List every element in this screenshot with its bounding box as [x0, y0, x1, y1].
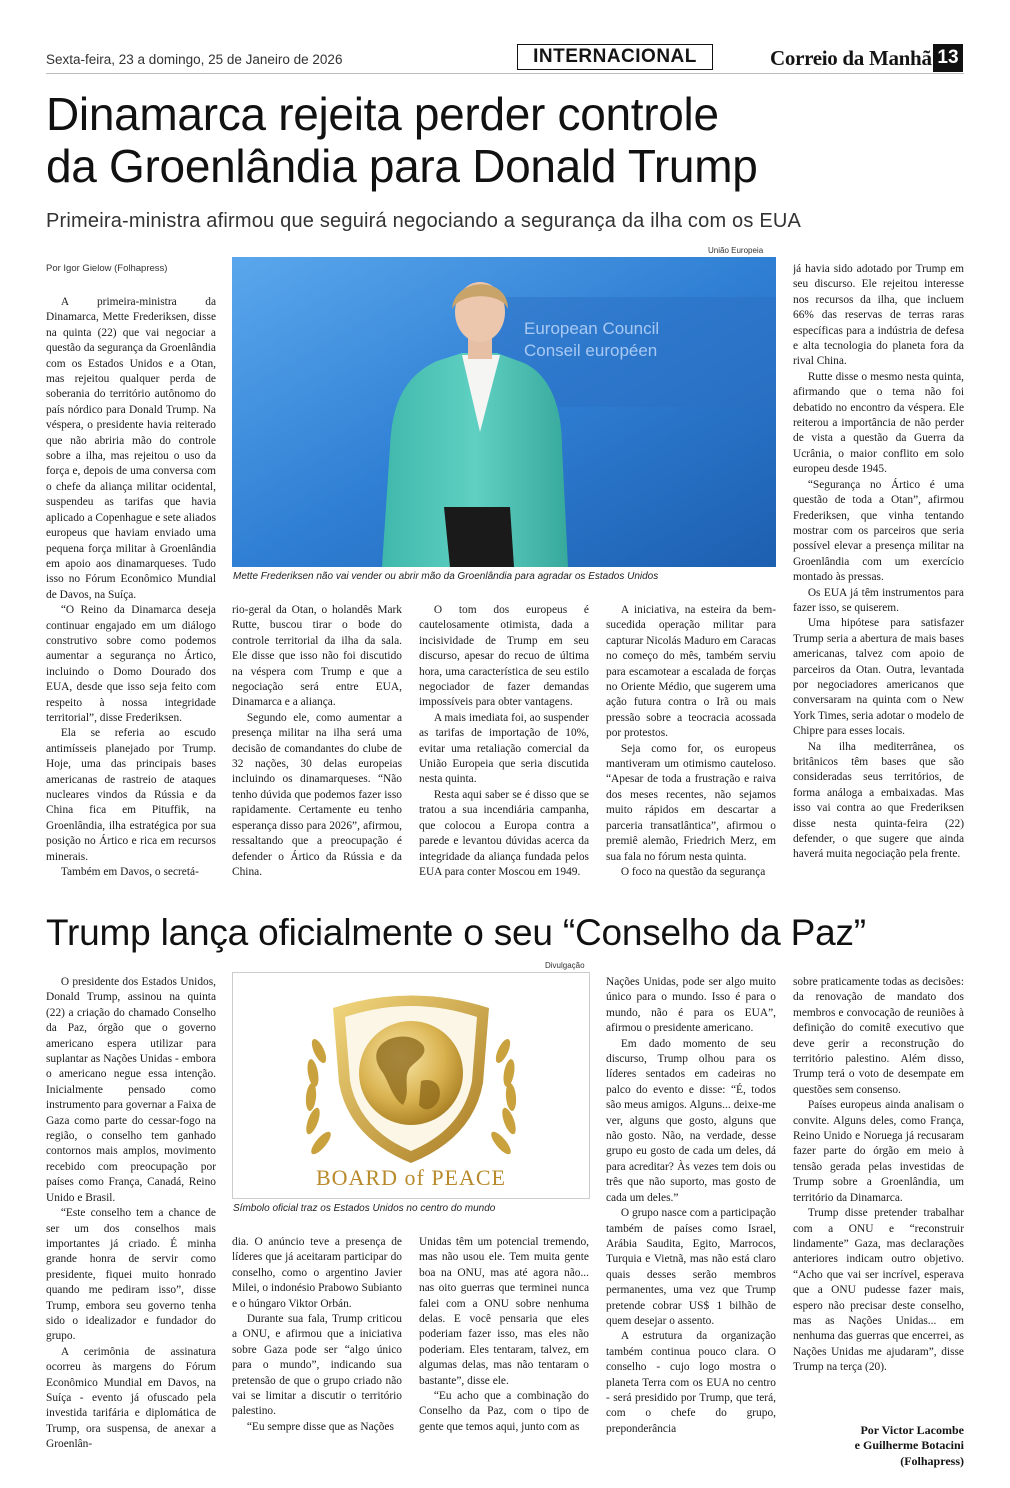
signature-line: Por Victor Lacombe — [860, 1423, 964, 1437]
paragraph: Também em Davos, o secretá- — [60, 866, 199, 879]
signature-line: (Folhapress) — [900, 1453, 964, 1468]
article1-column-2 — [232, 603, 402, 895]
header-rule — [46, 73, 964, 74]
section-label: INTERNACIONAL — [517, 44, 713, 70]
headline-line-1: Dinamarca rejeita perder controle — [46, 88, 719, 140]
article2-column-5 — [793, 975, 964, 1420]
paragraph: “Eu sempre disse que as Nações — [246, 1420, 394, 1433]
article1-byline: Por Igor Gielow (Folhapress) — [46, 263, 168, 274]
paragraph: O grupo nasce com a participação também de países como Israel, Arábia Saudita, Egito, Marrocos, Turquia e Vietnã, mas não está claro quais desses serão membros permanentes, uma vez que Trump pretende cobrar US$ 1 bilhão de quem desejar o assento. — [606, 1207, 776, 1327]
photo1-caption: Mette Frederiksen não vai vender ou abrir mão da Groenlândia para agradar os Estados Unidos — [233, 571, 659, 582]
paragraph: rio-geral da Otan, o holandês Mark Rutte, buscou tirar o bode do controle territorial da ilha da sala. Ele disse que isso não foi discutido na véspera com Trump e que a negociação será entre EUA, Dinamarca e a aliança. — [232, 604, 402, 709]
paragraph: Rutte disse o mesmo nesta quinta, afirmando que o tema não foi debatido no encontro da véspera. Ele reiterou a importância de não perder de vista a questão da Guerra da Ucrânia, o maior conflito em solo europeu desde 1945. — [793, 370, 964, 476]
paragraph: Segundo ele, como aumentar a presença militar na ilha será uma decisão de comandantes do clube de 32 nações, 30 delas europeias incluindo os dinamarqueses. “Não tenho dúvida que podemos fazer isso rapidamente. Certamente eu tenho esperança disso para 2026”, afirmou, ressaltando que a preocupação é defender o Ártico da Rússia e da China. — [232, 711, 402, 878]
photo2-caption: Símbolo oficial traz os Estados Unidos no centro do mundo — [233, 1203, 496, 1214]
page-number: 13 — [933, 44, 963, 72]
article1-subheadline: Primeira-ministra afirmou que seguirá negociando a segurança da ilha com os EUA — [46, 210, 802, 232]
paragraph: Uma hipótese para satisfazer Trump seria a abertura de mais bases americanas, talvez com apoio de parceiros da Otan. Outra, levantada por negociadores americanos que conversaram na quinta com o New York Times, seria adotar o modelo de Chipre para esses locais. — [793, 617, 964, 738]
paragraph: já havia sido adotado por Trump em seu discurso. Ele rejeitou interesse nos recursos da ilha, que incluem 66% das reservas de terras raras específicas para a indústria de defesa e alta tecnologia do planeta fora da rival China. — [793, 263, 964, 368]
paragraph: Unidas têm um potencial tremendo, mas não usou ele. Tem muita gente boa na ONU, mas até agora não... nas oito guerras que terminei nunca falei com a ONU sobre nenhuma delas. E você pensaria que eles poderiam fazer isso, mas eles não poderiam. Eles tentaram, talvez, em algumas delas, mas não tentaram o bastante”, disse ele. — [419, 1236, 589, 1387]
paragraph: “Segurança no Ártico é uma questão de toda a Otan”, afirmou Frederiksen, que vinha tentando mostrar com os parceiros que seria possível elevar a presença militar na Groenlândia com um exercício montado às pressas. — [793, 478, 964, 584]
paragraph: Ela se referia ao escudo antimísseis planejado por Trump. Hoje, uma das principais bases americanas de rastreio de ataques nucleares vindos da Rússia e da China fica em Pituffik, na Groenlândia, ilha estratégica por sua posição no Ártico e rica em recursos minerais. — [46, 727, 216, 863]
headline-line-2: da Groenlândia para Donald Trump — [46, 140, 758, 192]
article2-column-4 — [606, 975, 776, 1450]
article1-column-1 — [46, 295, 216, 895]
paragraph: dia. O anúncio teve a presença de líderes que já aceitaram participar do conselho, como o argentino Javier Milei, o indonésio Prabowo Subianto e o húngaro Viktor Orbán. — [232, 1236, 402, 1310]
frederiksen-photo — [232, 257, 776, 567]
paragraph: Na ilha mediterrânea, os britânicos têm bases que são consideradas seus territórios, de forma análoga a embaixadas. Mas isso vai contra ao que Frederiksen disse nesta quinta-feira (22) defender, o que sugere que ainda haverá muita negociação pela frente. — [793, 740, 964, 861]
article2-headline: Trump lança oficialmente o seu “Conselho da Paz” — [46, 912, 866, 953]
photo2-credit: Divulgação — [545, 961, 585, 970]
paragraph: A iniciativa, na esteira da bem-sucedida operação militar para capturar Nicolás Maduro em Caracas no começo do mês, também serviu para escamotear a escalada de forças no Oriente Médio, que sugerem uma ação futura contra o Irã ou mais pressão sobre a teocracia acossada por protestos. — [606, 604, 776, 740]
paragraph: Em dado momento de seu discurso, Trump olhou para os líderes sentados em cadeiras no palco do evento e disse: “É, todos são meus amigos. Alguns... deixe-me ver, alguns que gosto, alguns que não gosto. Não, na verdade, desse grupo eu gosto de cada um deles, dá para acreditar? Às vezes tem dois ou três que não suporto, mas gosto de cada um deles.” — [606, 1037, 776, 1204]
paragraph: Durante sua fala, Trump criticou a ONU, e afirmou que a iniciativa sobre Gaza pode ser “algo único para o mundo”, indicando sua pretensão de que o grupo criado não vai se limitar a discutir o território palestino. — [232, 1313, 402, 1418]
sign-line-2: Conseil européen — [524, 341, 658, 360]
paragraph: A estrutura da organização também continua pouco clara. O conselho - cujo logo mostra o planeta Terra com os EUA no centro - será presidido por Trump, que terá, com o chefe do grupo, preponderância — [606, 1330, 776, 1435]
article2-signature — [790, 1423, 964, 1469]
paragraph: O presidente dos Estados Unidos, Donald Trump, assinou na quinta (22) a criação do chamado Conselho da Paz, órgão que o governo americano espera utilizar para suplantar as Nações Unidas - embora o americano negue essa intenção. Inicialmente pensado como instrumento para governar a Faixa de Gaza como parte do cessar-fogo na região, o conselho tem ganhado contornos mais amplos, movimento recebido com preocupação por países como França, Canadá, Reino Unido e Brasil. — [46, 976, 216, 1204]
article1-column-5 — [793, 262, 964, 895]
article1-headline — [46, 88, 976, 192]
article1-column-4 — [606, 603, 776, 895]
paragraph: A cerimônia de assinatura ocorreu às margens do Fórum Econômico Mundial em Davos, na Suíça - evento já ofuscado pela investida tarifária e diplomática de Trump, ora suspensa, de anexar a Groenlân- — [46, 1345, 216, 1450]
paragraph: Países europeus ainda analisam o convite. Alguns deles, como França, Reino Unido e Noruega já recusaram fazer parte do órgão em meio à tensão gerada pelas investidas de Trump sobre a Groenlândia, um território da Dinamarca. — [793, 1099, 964, 1204]
paragraph: “O Reino da Dinamarca deseja continuar engajado em um diálogo construtivo sobre como podemos aumentar a segurança no Ártico, incluindo o Domo Dourado dos EUA, desde que isso seja feito com respeito à nossa integridade territorial”, disse Frederiksen. — [46, 604, 216, 724]
paragraph: Resta aqui saber se é disso que se tratou a sua incendiária campanha, que colocou a Europa contra a parede e levantou dúvidas acerca da integridade da aliança fundada pelos EUA para conter Moscou em 1949. — [419, 788, 589, 878]
article2-column-2 — [232, 1235, 402, 1450]
paragraph: Nações Unidas, pode ser algo muito único para o mundo. Isso é para o mundo, não é para os EUA”, afirmou o presidente americano. — [606, 976, 776, 1035]
paragraph: sobre praticamente todas as decisões: da renovação de mandato dos membros e convocação de reuniões à definição do comitê executivo que deve gerir a reconstrução do território palestino. Além disso, Trump terá o voto de desempate em questões sem consenso. — [793, 976, 964, 1096]
sign-line-1: European Council — [524, 319, 660, 338]
paragraph: “Este conselho tem a chance de ser um dos conselhos mais importantes já criado. É minha grande honra de servir como presidente, fiquei muito honrado quando me pediram isso”, disse Trump, embora seu governo tenha sido o idealizador e fundador do grupo. — [46, 1207, 216, 1343]
paragraph: A primeira-ministra da Dinamarca, Mette Frederiksen, disse na quinta (22) que vai negociar a questão da segurança da Groenlândia com os Estados Unidos e a Otan, mas rejeitou qualquer perda de soberania do território autônomo do país nórdico para Donald Trump. Na véspera, o presidente havia reiterado que não abriria mão do controle sobre a ilha, mas rejeitou o uso da força e, depois de uma conversa com o chefe da aliança militar ocidental, suspendeu as tarifas que havia aplicado a Copenhague e sete aliados europeus que haviam enviado uma pequena força militar à Groenlândia em apoio aos dinamarqueses. Tudo isso no Fórum Econômico Mundial de Davos, na Suíça. — [46, 296, 216, 601]
photo-credit: União Europeia — [708, 246, 764, 255]
frederiksen-illustration — [232, 257, 776, 567]
board-of-peace-logo-image — [232, 972, 590, 1199]
newspaper-name: Correio da Manhã — [770, 46, 932, 70]
edition-date: Sexta-feira, 23 a domingo, 25 de Janeiro de 2026 — [46, 52, 343, 67]
paragraph: Os EUA já têm instrumentos para fazer isso, se quiserem. — [793, 586, 964, 614]
paragraph: Trump disse pretender trabalhar com a ONU e “reconstruir lindamente” Gaza, mas declarações anteriores indicam outro objetivo. “Acho que vai ser incrível, esperava que a ONU pudesse fazer mais, espero não precisar deste conselho, mas as Nações Unidas... em nenhuma das guerras que encerrei, as Nações Unidas me ajudaram”, disse Trump na terça (20). — [793, 1207, 964, 1374]
board-of-peace-emblem — [233, 973, 589, 1198]
paragraph: Seja como for, os europeus mantiveram um otimismo cauteloso. “Apesar de toda a frustração e raiva dos meses recentes, não sejamos muito rápidos em descartar a parceria transatlântica”, afirmou o premiê alemão, Friedrich Merz, em sua fala no fórum nesta quinta. — [606, 742, 776, 863]
paragraph: A mais imediata foi, ao suspender as tarifas de importação de 10%, evitar uma retaliação comercial da União Europeia que seria discutida nesta quinta. — [419, 711, 589, 786]
article2-column-1 — [46, 975, 216, 1450]
article2-column-3 — [419, 1235, 589, 1450]
article1-column-3 — [419, 603, 589, 895]
signature-line: e Guilherme Botacini — [854, 1438, 964, 1453]
logo-text: BOARD of PEACE — [315, 1165, 507, 1190]
paragraph: “Eu acho que a combinação do Conselho da Paz, com o tipo de gente que temos aqui, junto com as — [419, 1390, 589, 1433]
paragraph: O foco na questão da segurança — [620, 865, 766, 878]
paragraph: O tom dos europeus é cautelosamente otimista, dada a incisividade de Trump em seu discurso, apesar do recuo de última hora, uma característica de seu estilo negociador de fazer demandas impossíveis para obter vantagens. — [419, 604, 589, 709]
